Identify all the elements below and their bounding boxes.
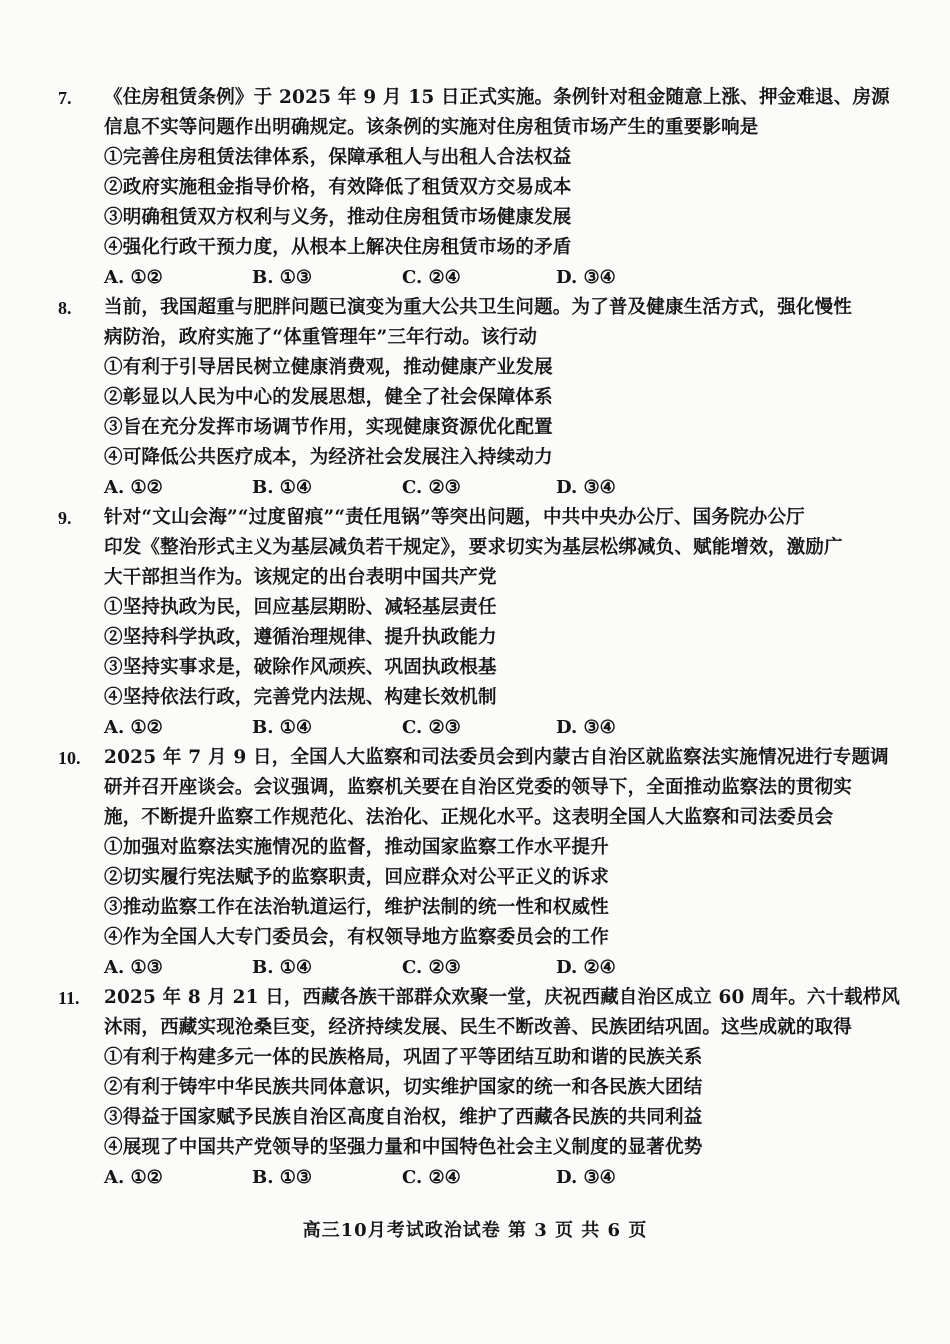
question-number: 10. [58,748,81,768]
option-d: D. ②④ [556,957,616,978]
option-d: D. ③④ [556,477,616,498]
statement-item: ②彰显以人民为中心的发展思想，健全了社会保障体系 [104,387,553,408]
option-c: C. ②③ [402,477,461,498]
statement-item: ②政府实施租金指导价格，有效降低了租赁双方交易成本 [104,177,572,198]
statement-item: ④展现了中国共产党领导的坚强力量和中国特色社会主义制度的显著优势 [104,1137,703,1158]
statement-item: ④坚持依法行政，完善党内法规、构建长效机制 [104,687,497,708]
statement-item: ④作为全国人大专门委员会，有权领导地方监察委员会的工作 [104,927,609,948]
question-stem-line: 信息不实等问题作出明确规定。该条例的实施对住房租赁市场产生的重要影响是 [104,117,759,138]
statement-item: ①有利于引导居民树立健康消费观，推动健康产业发展 [104,357,553,378]
statement-item: ③坚持实事求是，破除作风顽疾、巩固执政根基 [104,657,497,678]
option-d: D. ③④ [556,1167,616,1188]
option-a: A. ①② [104,1167,163,1188]
statement-item: ②切实履行宪法赋予的监察职责，回应群众对公平正义的诉求 [104,867,609,888]
option-b: B. ①④ [252,957,313,978]
option-d: D. ③④ [556,717,616,738]
question-number: 9. [58,508,72,528]
statement-item: ①有利于构建多元一体的民族格局，巩固了平等团结互助和谐的民族关系 [104,1047,703,1068]
question-stem-line: 施，不断提升监察工作规范化、法治化、正规化水平。这表明全国人大监察和司法委员会 [104,807,834,828]
option-c: C. ②④ [402,1167,461,1188]
statement-item: ①坚持执政为民，回应基层期盼、减轻基层责任 [104,597,497,618]
option-b: B. ①③ [252,267,313,288]
option-a: A. ①③ [104,957,163,978]
statement-item: ①加强对监察法实施情况的监督，推动国家监察工作水平提升 [104,837,609,858]
question-stem-line: 沐雨，西藏实现沧桑巨变，经济持续发展、民生不断改善、民族团结巩固。这些成就的取得 [104,1017,853,1038]
question-stem-line: 《住房租赁条例》于 2025 年 9 月 15 日正式实施。条例针对租金随意上涨、押金难退、房源 [104,87,890,108]
question-stem-line: 大干部担当作为。该规定的出台表明中国共产党 [104,567,497,588]
question-stem-line: 印发《整治形式主义为基层减负若干规定》，要求切实为基层松绑减负、赋能增效，激励广 [104,537,843,558]
option-c: C. ②④ [402,267,461,288]
statement-item: ①完善住房租赁法律体系，保障承租人与出租人合法权益 [104,147,572,168]
question-stem-line: 针对“文山会海”“过度留痕”“责任甩锅”等突出问题，中共中央办公厅、国务院办公厅 [104,507,805,528]
option-b: B. ①④ [252,717,313,738]
statement-item: ③推动监察工作在法治轨道运行，维护法制的统一性和权威性 [104,897,609,918]
statement-item: ③明确租赁双方权利与义务，推动住房租赁市场健康发展 [104,207,572,228]
question-stem-line: 2025 年 7 月 9 日，全国人大监察和司法委员会到内蒙古自治区就监察法实施情况进行专题调 [104,747,889,768]
option-b: B. ①④ [252,477,313,498]
statement-item: ③得益于国家赋予民族自治区高度自治权，维护了西藏各民族的共同利益 [104,1107,703,1128]
question-stem-line: 当前，我国超重与肥胖问题已演变为重大公共卫生问题。为了普及健康生活方式，强化慢性 [104,297,853,318]
statement-item: ③旨在充分发挥市场调节作用，实现健康资源优化配置 [104,417,553,438]
option-c: C. ②③ [402,957,461,978]
page-footer: 高三10月考试政治试卷 第 3 页 共 6 页 [302,1220,648,1241]
statement-item: ④可降低公共医疗成本，为经济社会发展注入持续动力 [104,447,553,468]
statement-item: ②坚持科学执政，遵循治理规律、提升执政能力 [104,627,497,648]
question-stem-line: 2025 年 8 月 21 日，西藏各族干部群众欢聚一堂，庆祝西藏自治区成立 60 周年。六十载栉风 [104,987,900,1008]
option-a: A. ①② [104,717,163,738]
option-a: A. ①② [104,477,163,498]
option-d: D. ③④ [556,267,616,288]
statement-item: ④强化行政干预力度，从根本上解决住房租赁市场的矛盾 [104,237,572,258]
question-number: 8. [58,298,72,318]
question-stem-line: 病防治，政府实施了“体重管理年”三年行动。该行动 [104,327,538,348]
option-a: A. ①② [104,267,163,288]
option-b: B. ①③ [252,1167,313,1188]
question-number: 7. [58,88,72,108]
question-number: 11. [58,988,80,1008]
statement-item: ②有利于铸牢中华民族共同体意识，切实维护国家的统一和各民族大团结 [104,1077,703,1098]
option-c: C. ②③ [402,717,461,738]
question-stem-line: 研并召开座谈会。会议强调，监察机关要在自治区党委的领导下，全面推动监察法的贯彻实 [104,777,853,798]
